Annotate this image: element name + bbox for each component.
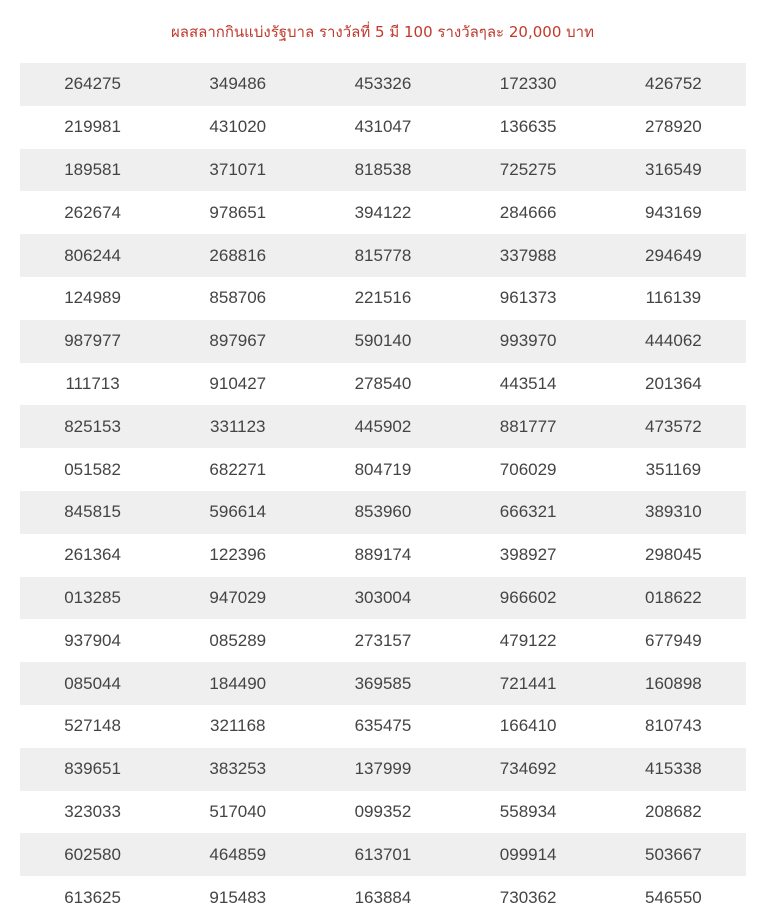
prize-number-cell: 590140	[310, 320, 455, 363]
prize-number-cell: 858706	[165, 277, 310, 320]
prize-number-cell: 635475	[310, 705, 455, 748]
table-row	[20, 149, 746, 192]
prize-number-cell: 137999	[310, 748, 455, 791]
prize-number-cell: 943169	[601, 191, 746, 234]
prize-number-cell: 351169	[601, 448, 746, 491]
prize-number-cell: 337988	[456, 234, 601, 277]
prize-number-cell: 444062	[601, 320, 746, 363]
prize-number-cell: 208682	[601, 791, 746, 834]
prize-number-cell: 122396	[165, 534, 310, 577]
table-row	[20, 833, 746, 876]
prize-number-cell: 316549	[601, 149, 746, 192]
prize-number-cell: 910427	[165, 363, 310, 406]
prize-number-cell: 124989	[20, 277, 165, 320]
prize-number-cell: 431020	[165, 106, 310, 149]
prize-number-cell: 085289	[165, 619, 310, 662]
prize-number-cell: 426752	[601, 63, 746, 106]
prize-number-cell: 503667	[601, 833, 746, 876]
prize-number-cell: 219981	[20, 106, 165, 149]
prize-number-cell: 013285	[20, 577, 165, 620]
prize-number-cell: 298045	[601, 534, 746, 577]
prize-number-cell: 284666	[456, 191, 601, 234]
prize-number-cell: 116139	[601, 277, 746, 320]
title-lead: ผลสลากกินแบ่งรัฐบาล	[171, 23, 315, 41]
prize-number-cell: 051582	[20, 448, 165, 491]
prize-number-cell: 839651	[20, 748, 165, 791]
prize-number-cell: 431047	[310, 106, 455, 149]
prize-number-cell: 221516	[310, 277, 455, 320]
prize-number-cell: 734692	[456, 748, 601, 791]
table-row	[20, 577, 746, 620]
prize-number-cell: 613625	[20, 876, 165, 919]
prize-number-cell: 278540	[310, 363, 455, 406]
prize-number-cell: 136635	[456, 106, 601, 149]
prize-number-cell: 815778	[310, 234, 455, 277]
prize-number-cell: 262674	[20, 191, 165, 234]
prize-number-cell: 978651	[165, 191, 310, 234]
prize-results-table	[20, 63, 746, 919]
prize-number-cell: 987977	[20, 320, 165, 363]
table-row	[20, 234, 746, 277]
prize-number-cell: 889174	[310, 534, 455, 577]
prize-number-cell: 160898	[601, 662, 746, 705]
prize-number-cell: 273157	[310, 619, 455, 662]
prize-number-cell: 389310	[601, 491, 746, 534]
prize-number-cell: 479122	[456, 619, 601, 662]
prize-number-cell: 915483	[165, 876, 310, 919]
prize-number-cell: 453326	[310, 63, 455, 106]
prize-number-cell: 602580	[20, 833, 165, 876]
table-row	[20, 491, 746, 534]
table-row	[20, 405, 746, 448]
prize-number-cell: 546550	[601, 876, 746, 919]
table-row	[20, 662, 746, 705]
prize-number-cell: 371071	[165, 149, 310, 192]
prize-number-cell: 558934	[456, 791, 601, 834]
prize-number-cell: 961373	[456, 277, 601, 320]
prize-number-cell: 993970	[456, 320, 601, 363]
prize-number-cell: 706029	[456, 448, 601, 491]
prize-number-cell: 331123	[165, 405, 310, 448]
table-row	[20, 705, 746, 748]
prize-number-cell: 099914	[456, 833, 601, 876]
prize-number-cell: 464859	[165, 833, 310, 876]
prize-number-cell: 415338	[601, 748, 746, 791]
prize-number-cell: 099352	[310, 791, 455, 834]
prize-number-cell: 937904	[20, 619, 165, 662]
prize-number-cell: 166410	[456, 705, 601, 748]
page-title	[0, 22, 765, 42]
prize-number-cell: 268816	[165, 234, 310, 277]
table-row	[20, 619, 746, 662]
prize-number-cell: 682271	[165, 448, 310, 491]
table-row	[20, 791, 746, 834]
prize-number-cell: 323033	[20, 791, 165, 834]
prize-number-cell: 806244	[20, 234, 165, 277]
table-row	[20, 277, 746, 320]
prize-number-cell: 398927	[456, 534, 601, 577]
prize-number-cell: 443514	[456, 363, 601, 406]
prize-number-cell: 853960	[310, 491, 455, 534]
prize-number-cell: 264275	[20, 63, 165, 106]
table-row	[20, 106, 746, 149]
table-row	[20, 876, 746, 919]
prize-number-cell: 184490	[165, 662, 310, 705]
prize-number-cell: 349486	[165, 63, 310, 106]
prize-number-cell: 394122	[310, 191, 455, 234]
prize-number-cell: 517040	[165, 791, 310, 834]
table-row	[20, 448, 746, 491]
prize-number-cell: 085044	[20, 662, 165, 705]
results-body	[20, 63, 746, 919]
prize-number-cell: 721441	[456, 662, 601, 705]
prize-number-cell: 111713	[20, 363, 165, 406]
prize-number-cell: 845815	[20, 491, 165, 534]
prize-number-cell: 810743	[601, 705, 746, 748]
prize-number-cell: 278920	[601, 106, 746, 149]
prize-number-cell: 369585	[310, 662, 455, 705]
prize-number-cell: 303004	[310, 577, 455, 620]
prize-number-cell: 294649	[601, 234, 746, 277]
prize-number-cell: 172330	[456, 63, 601, 106]
table-row	[20, 191, 746, 234]
prize-number-cell: 201364	[601, 363, 746, 406]
prize-number-cell: 445902	[310, 405, 455, 448]
prize-number-cell: 730362	[456, 876, 601, 919]
prize-number-cell: 966602	[456, 577, 601, 620]
prize-number-cell: 261364	[20, 534, 165, 577]
prize-number-cell: 725275	[456, 149, 601, 192]
prize-number-cell: 666321	[456, 491, 601, 534]
prize-number-cell: 818538	[310, 149, 455, 192]
table-row	[20, 363, 746, 406]
prize-number-cell: 163884	[310, 876, 455, 919]
title-prize-info: รางวัลที่ 5 มี 100 รางวัลๆละ 20,000 บาท	[318, 23, 594, 41]
prize-number-cell: 321168	[165, 705, 310, 748]
prize-number-cell: 897967	[165, 320, 310, 363]
prize-number-cell: 881777	[456, 405, 601, 448]
table-row	[20, 748, 746, 791]
prize-number-cell: 018622	[601, 577, 746, 620]
prize-number-cell: 677949	[601, 619, 746, 662]
table-row	[20, 63, 746, 106]
prize-number-cell: 947029	[165, 577, 310, 620]
prize-number-cell: 613701	[310, 833, 455, 876]
table-row	[20, 534, 746, 577]
prize-number-cell: 473572	[601, 405, 746, 448]
prize-number-cell: 596614	[165, 491, 310, 534]
prize-number-cell: 804719	[310, 448, 455, 491]
table-row	[20, 320, 746, 363]
prize-number-cell: 189581	[20, 149, 165, 192]
prize-number-cell: 825153	[20, 405, 165, 448]
prize-number-cell: 383253	[165, 748, 310, 791]
prize-number-cell: 527148	[20, 705, 165, 748]
